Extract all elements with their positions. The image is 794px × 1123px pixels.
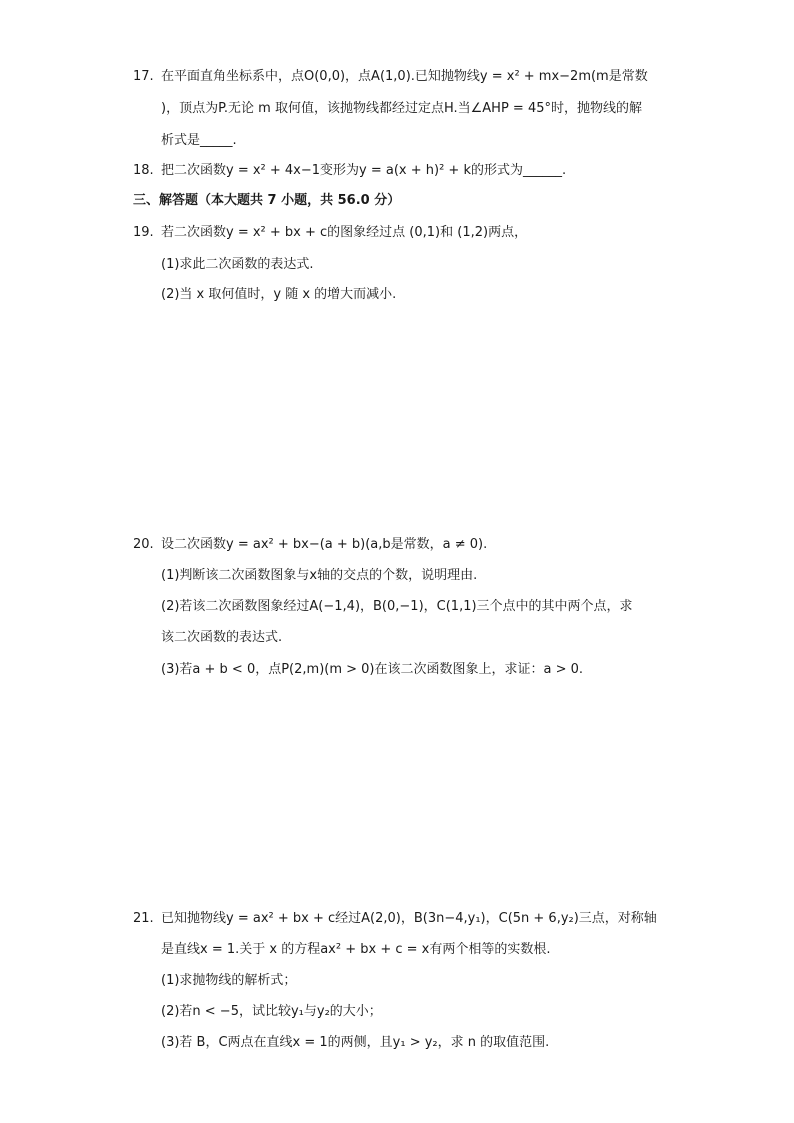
question-19-line-1: 若二次函数y = x² + bx + c的图象经过点 (0,1)和 (1,2)两点， [161, 225, 528, 240]
question-17-line-3: 析式是_____. [161, 133, 237, 148]
question-20-part-3: (3)若a + b < 0，点P(2,m)(m > 0)在该二次函数图象上，求证：a > 0. [161, 662, 584, 677]
question-20-part-2-cont: 该二次函数的表达式. [161, 630, 283, 645]
question-20-line-1: 设二次函数y = ax² + bx−(a + b)(a,b是常数，a ≠ 0). [161, 537, 488, 552]
question-20-part-2: (2)若该二次函数图象经过A(−1,4)，B(0,−1)，C(1,1)三个点中的其中两个点，求 [161, 599, 633, 614]
question-19-number: 19. [133, 225, 154, 240]
question-18-line-1: 把二次函数y = x² + 4x−1变形为y = a(x + h)² + k的形式为______. [161, 163, 567, 178]
question-21-part-1: (1)求抛物线的解析式； [161, 973, 297, 988]
question-21-line-2: 是直线x = 1.关于 x 的方程ax² + bx + c = x有两个相等的实数根. [161, 942, 551, 957]
question-17-number: 17. [133, 69, 154, 84]
question-18-number: 18. [133, 163, 154, 178]
question-20-number: 20. [133, 537, 154, 552]
question-21-number: 21. [133, 911, 154, 926]
question-19-part-2: (2)当 x 取何值时，y 随 x 的增大而减小. [161, 287, 397, 302]
question-19-part-1: (1)求此二次函数的表达式. [161, 257, 314, 272]
question-17-line-2: )，顶点为P.无论 m 取何值，该抛物线都经过定点H.当∠AHP = 45°时，抛物线的解 [161, 101, 642, 116]
question-20-part-1: (1)判断该二次函数图象与x轴的交点的个数，说明理由. [161, 568, 478, 583]
question-21-part-2: (2)若n < −5，试比较y₁与y₂的大小； [161, 1004, 382, 1019]
question-21-part-3: (3)若 B，C两点在直线x = 1的两侧，且y₁ > y₂，求 n 的取值范围. [161, 1035, 550, 1050]
section-title: 三、解答题（本大题共 7 小题，共 56.0 分） [133, 193, 401, 208]
question-21-line-1: 已知抛物线y = ax² + bx + c经过A(2,0)，B(3n−4,y₁)，C(5n + 6,y₂)三点，对称轴 [161, 911, 657, 926]
question-17-line-1: 在平面直角坐标系中，点O(0,0)，点A(1,0).已知抛物线y = x² + mx−2m(m是常数 [161, 69, 648, 84]
